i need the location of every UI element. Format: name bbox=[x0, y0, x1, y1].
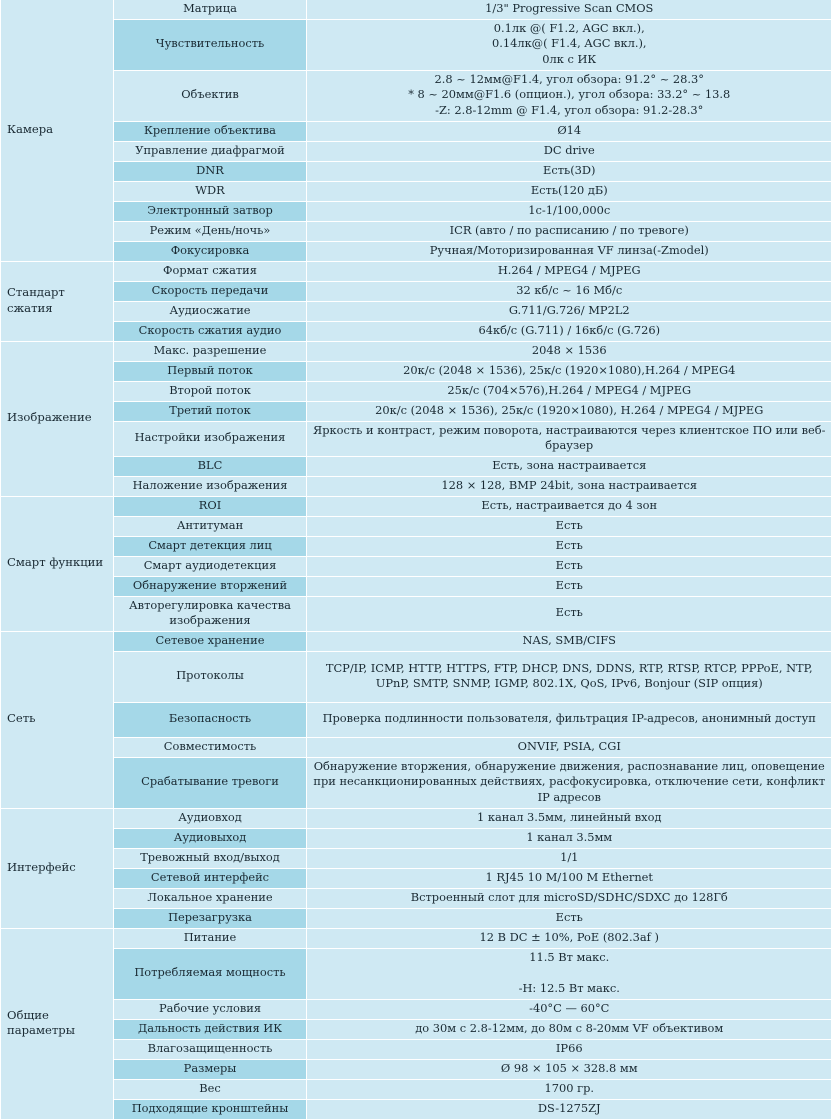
param-cell: Формат сжатия bbox=[114, 261, 307, 281]
value-cell: 128 × 128, BMP 24bit, зона настраивается bbox=[307, 476, 831, 496]
spec-row bbox=[1, 1059, 831, 1079]
value-cell: Есть, настраивается до 4 зон bbox=[307, 496, 831, 516]
param-cell: Аудиосжатие bbox=[114, 301, 307, 321]
param-cell: Питание bbox=[114, 928, 307, 948]
param-cell: Настройки изображения bbox=[114, 421, 307, 456]
param-cell: Второй поток bbox=[114, 381, 307, 401]
value-cell: NAS, SMB/CIFS bbox=[307, 631, 831, 651]
value-cell: 25к/с (704×576),H.264 / MPEG4 / MJPEG bbox=[307, 381, 831, 401]
spec-table-body bbox=[1, 0, 831, 1119]
value-cell: 11.5 Вт макс. -H: 12.5 Вт макс. bbox=[307, 948, 831, 999]
param-cell: BLC bbox=[114, 456, 307, 476]
param-cell: Перезагрузка bbox=[114, 908, 307, 928]
param-cell: WDR bbox=[114, 181, 307, 201]
spec-row bbox=[1, 757, 831, 808]
param-cell: Первый поток bbox=[114, 361, 307, 381]
value-cell: Есть bbox=[307, 516, 831, 536]
spec-row bbox=[1, 476, 831, 496]
param-cell: DNR bbox=[114, 161, 307, 181]
param-cell: Рабочие условия bbox=[114, 999, 307, 1019]
param-cell: Скорость передачи bbox=[114, 281, 307, 301]
category-cell: Изображение bbox=[1, 341, 114, 496]
spec-row bbox=[1, 70, 831, 121]
value-cell: 64кб/с (G.711) / 16кб/с (G.726) bbox=[307, 321, 831, 341]
spec-row bbox=[1, 516, 831, 536]
spec-row bbox=[1, 928, 831, 948]
value-cell: Обнаружение вторжения, обнаружение движения, распознавание лиц, оповещение при несанкционированных действиях, расфокусировка, отключение сети, конфликт IP адресов bbox=[307, 757, 831, 808]
param-cell: Матрица bbox=[114, 0, 307, 19]
spec-row bbox=[1, 19, 831, 70]
value-cell: Есть, зона настраивается bbox=[307, 456, 831, 476]
spec-row bbox=[1, 496, 831, 516]
spec-row bbox=[1, 0, 831, 19]
param-cell: Протоколы bbox=[114, 651, 307, 702]
param-cell: Обнаружение вторжений bbox=[114, 576, 307, 596]
value-cell: H.264 / MPEG4 / MJPEG bbox=[307, 261, 831, 281]
value-cell: Проверка подлинности пользователя, фильтрация IP-адресов, анонимный доступ bbox=[307, 702, 831, 737]
value-cell: Есть bbox=[307, 556, 831, 576]
spec-row bbox=[1, 181, 831, 201]
spec-row bbox=[1, 908, 831, 928]
param-cell: Третий поток bbox=[114, 401, 307, 421]
param-cell: Чувствительность bbox=[114, 19, 307, 70]
spec-row bbox=[1, 651, 831, 702]
spec-row bbox=[1, 576, 831, 596]
spec-row bbox=[1, 702, 831, 737]
spec-row bbox=[1, 536, 831, 556]
value-cell: Ø 98 × 105 × 328.8 мм bbox=[307, 1059, 831, 1079]
spec-row bbox=[1, 999, 831, 1019]
spec-row bbox=[1, 221, 831, 241]
value-cell: G.711/G.726/ MP2L2 bbox=[307, 301, 831, 321]
spec-row bbox=[1, 141, 831, 161]
value-cell: 1/3" Progressive Scan CMOS bbox=[307, 0, 831, 19]
value-cell: DS-1275ZJ bbox=[307, 1099, 831, 1119]
spec-row bbox=[1, 121, 831, 141]
spec-row bbox=[1, 556, 831, 576]
value-cell: 1 канал 3.5мм bbox=[307, 828, 831, 848]
value-cell: -40°C — 60°C bbox=[307, 999, 831, 1019]
param-cell: Подходящие кронштейны bbox=[114, 1099, 307, 1119]
value-cell: Есть(3D) bbox=[307, 161, 831, 181]
spec-row bbox=[1, 828, 831, 848]
spec-row bbox=[1, 341, 831, 361]
spec-row bbox=[1, 1019, 831, 1039]
category-cell: Сеть bbox=[1, 631, 114, 808]
spec-row bbox=[1, 261, 831, 281]
value-cell: 2048 × 1536 bbox=[307, 341, 831, 361]
param-cell: Сетевой интерфейс bbox=[114, 868, 307, 888]
value-cell: 20к/с (2048 × 1536), 25к/с (1920×1080), H.264 / MPEG4 / MJPEG bbox=[307, 401, 831, 421]
value-cell: Ø14 bbox=[307, 121, 831, 141]
spec-row bbox=[1, 456, 831, 476]
param-cell: Аудиовыход bbox=[114, 828, 307, 848]
spec-row bbox=[1, 1079, 831, 1099]
value-cell: Есть bbox=[307, 908, 831, 928]
param-cell: Скорость сжатия аудио bbox=[114, 321, 307, 341]
value-cell: Ручная/Моторизированная VF линза(-Zmodel) bbox=[307, 241, 831, 261]
spec-row bbox=[1, 631, 831, 651]
param-cell: Авторегулировка качества изображения bbox=[114, 596, 307, 631]
param-cell: Режим «День/ночь» bbox=[114, 221, 307, 241]
value-cell: 1с-1/100,000с bbox=[307, 201, 831, 221]
spec-row bbox=[1, 848, 831, 868]
spec-row bbox=[1, 737, 831, 757]
param-cell: Влагозащищенность bbox=[114, 1039, 307, 1059]
spec-row bbox=[1, 241, 831, 261]
value-cell: 32 кб/с ~ 16 Мб/с bbox=[307, 281, 831, 301]
param-cell: Совместимость bbox=[114, 737, 307, 757]
spec-row bbox=[1, 888, 831, 908]
value-cell: 1 RJ45 10 M/100 M Ethernet bbox=[307, 868, 831, 888]
spec-row bbox=[1, 281, 831, 301]
value-cell: ONVIF, PSIA, CGI bbox=[307, 737, 831, 757]
param-cell: Крепление объектива bbox=[114, 121, 307, 141]
spec-row bbox=[1, 321, 831, 341]
spec-row bbox=[1, 1039, 831, 1059]
param-cell: Смарт детекция лиц bbox=[114, 536, 307, 556]
param-cell: Сетевое хранение bbox=[114, 631, 307, 651]
param-cell: Размеры bbox=[114, 1059, 307, 1079]
spec-row bbox=[1, 401, 831, 421]
spec-row bbox=[1, 301, 831, 321]
param-cell: Управление диафрагмой bbox=[114, 141, 307, 161]
category-cell: Интерфейс bbox=[1, 808, 114, 928]
param-cell: Антитуман bbox=[114, 516, 307, 536]
spec-row bbox=[1, 161, 831, 181]
param-cell: Тревожный вход/выход bbox=[114, 848, 307, 868]
param-cell: Электронный затвор bbox=[114, 201, 307, 221]
param-cell: Макс. разрешение bbox=[114, 341, 307, 361]
category-cell: Стандарт сжатия bbox=[1, 261, 114, 341]
param-cell: Вес bbox=[114, 1079, 307, 1099]
spec-row bbox=[1, 948, 831, 999]
param-cell: Смарт аудиодетекция bbox=[114, 556, 307, 576]
spec-row bbox=[1, 868, 831, 888]
spec-row bbox=[1, 421, 831, 456]
param-cell: Срабатывание тревоги bbox=[114, 757, 307, 808]
value-cell: 1/1 bbox=[307, 848, 831, 868]
value-cell: Есть bbox=[307, 536, 831, 556]
value-cell: до 30м с 2.8-12мм, до 80м с 8-20мм VF объективом bbox=[307, 1019, 831, 1039]
spec-row bbox=[1, 1099, 831, 1119]
param-cell: Аудиовход bbox=[114, 808, 307, 828]
param-cell: Дальность действия ИК bbox=[114, 1019, 307, 1039]
value-cell: 1 канал 3.5мм, линейный вход bbox=[307, 808, 831, 828]
category-cell: Смарт функции bbox=[1, 496, 114, 631]
value-cell: Есть bbox=[307, 596, 831, 631]
param-cell: Фокусировка bbox=[114, 241, 307, 261]
value-cell: DC drive bbox=[307, 141, 831, 161]
spec-row bbox=[1, 201, 831, 221]
category-cell: Общие параметры bbox=[1, 928, 114, 1119]
value-cell: Есть bbox=[307, 576, 831, 596]
param-cell: Наложение изображения bbox=[114, 476, 307, 496]
value-cell: Яркость и контраст, режим поворота, настраиваются через клиентское ПО или веб-браузер bbox=[307, 421, 831, 456]
spec-row bbox=[1, 596, 831, 631]
value-cell: Есть(120 дБ) bbox=[307, 181, 831, 201]
value-cell: 2.8 ~ 12мм@F1.4, угол обзора: 91.2° ~ 28.3° * 8 ~ 20мм@F1.6 (опцион.), угол обзора: 33.2° ~ 13.8 -Z: 2.8-12mm @ F1.4, угол обзора: 91.2-28.3° bbox=[307, 70, 831, 121]
param-cell: Объектив bbox=[114, 70, 307, 121]
value-cell: Встроенный слот для microSD/SDHC/SDXC до 128Гб bbox=[307, 888, 831, 908]
spec-row bbox=[1, 381, 831, 401]
spec-row bbox=[1, 808, 831, 828]
param-cell: Локальное хранение bbox=[114, 888, 307, 908]
value-cell: 1700 гр. bbox=[307, 1079, 831, 1099]
value-cell: ICR (авто / по расписанию / по тревоге) bbox=[307, 221, 831, 241]
value-cell: IP66 bbox=[307, 1039, 831, 1059]
param-cell: Безопасность bbox=[114, 702, 307, 737]
param-cell: ROI bbox=[114, 496, 307, 516]
value-cell: 0.1лк @( F1.2, AGC вкл.), 0.14лк@( F1.4, AGC вкл.), 0лк с ИК bbox=[307, 19, 831, 70]
value-cell: 20к/с (2048 × 1536), 25к/с (1920×1080),H.264 / MPEG4 bbox=[307, 361, 831, 381]
value-cell: TCP/IP, ICMP, HTTP, HTTPS, FTP, DHCP, DNS, DDNS, RTP, RTSP, RTCP, PPPoE, NTP, UPnP, SMTP, SNMP, IGMP, 802.1X, QoS, IPv6, Bonjour (SIP опция) bbox=[307, 651, 831, 702]
value-cell: 12 В DC ± 10%, PoE (802.3af ) bbox=[307, 928, 831, 948]
spec-row bbox=[1, 361, 831, 381]
category-cell: Камера bbox=[1, 0, 114, 261]
param-cell: Потребляемая мощность bbox=[114, 948, 307, 999]
